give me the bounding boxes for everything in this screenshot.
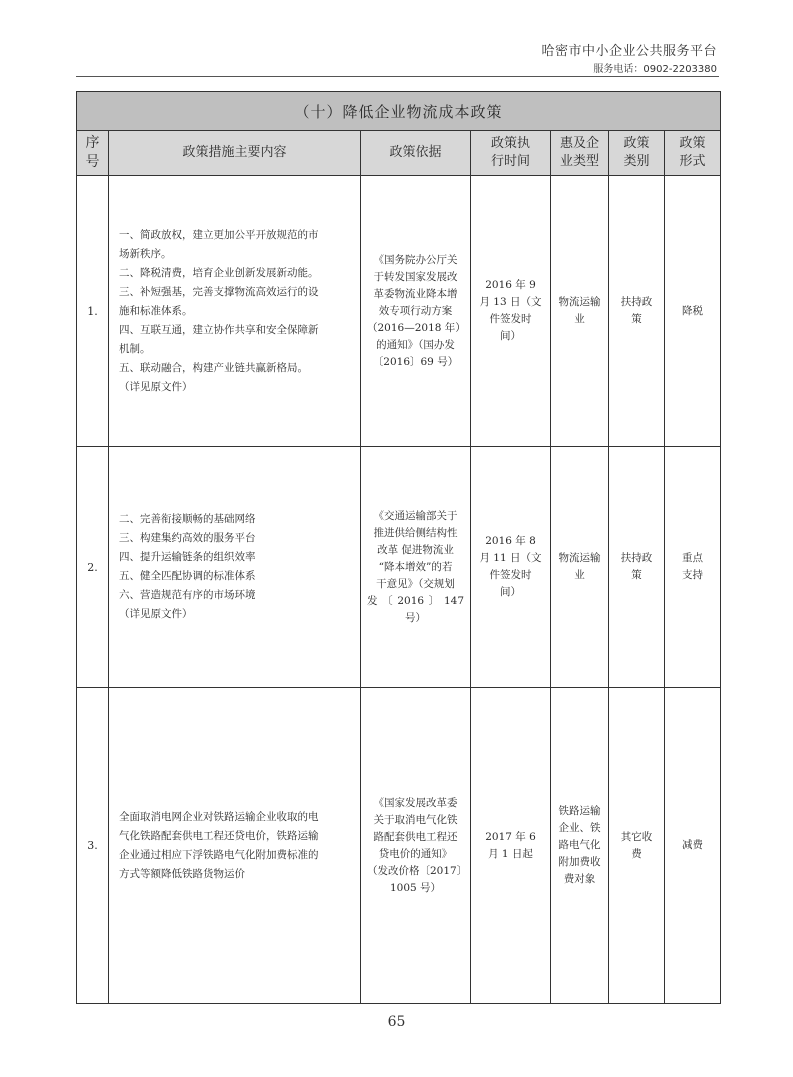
col-seq-header: 序 号 [77, 131, 109, 176]
row-beneficiary: 铁路运输 企业、铁 路电气化 附加费收 费对象 [551, 688, 609, 1004]
row-category: 扶持政 策 [609, 447, 665, 688]
page-number: 65 [387, 1014, 406, 1030]
row-category: 其它收 费 [609, 688, 665, 1004]
table-row [77, 176, 721, 447]
row-content: 全面取消电网企业对铁路运输企业收取的电 气化铁路配套供电工程还贷电价，铁路运输 企业通过相应下浮铁路电气化附加费标准的 方式等额降低铁路货物运价 [109, 688, 361, 1004]
table-row [77, 447, 721, 688]
col-category-header: 政策 类别 [609, 131, 665, 176]
row-time: 2017 年 6 月 1 日起 [471, 688, 551, 1004]
row-beneficiary: 物流运输 业 [551, 447, 609, 688]
row-seq: 3. [77, 688, 109, 1004]
service-phone: 服务电话：0902-2203380 [593, 64, 717, 75]
row-form: 降税 [665, 176, 721, 447]
table-row [77, 688, 721, 1004]
row-time: 2016 年 8 月 11 日（文 件签发时 间） [471, 447, 551, 688]
row-seq: 1. [77, 176, 109, 447]
row-form: 减费 [665, 688, 721, 1004]
row-time: 2016 年 9 月 13 日（文 件签发时 间） [471, 176, 551, 447]
col-content-header: 政策措施主要内容 [109, 131, 361, 176]
col-form-header: 政策 形式 [665, 131, 721, 176]
row-form: 重点 支持 [665, 447, 721, 688]
row-content: 一、简政放权，建立更加公平开放规范的市 场新秩序。 二、降税清费，培育企业创新发展新动能。 三、补短强基，完善支撑物流高效运行的设 施和标准体系。 四、互联互通，建立协作共享和安全保障新 机制。 五、联动融合，构建产业链共赢新格局。 （详见原文件） [109, 176, 361, 447]
row-category: 扶持政 策 [609, 176, 665, 447]
policy-table [76, 91, 721, 1004]
row-beneficiary: 物流运输 业 [551, 176, 609, 447]
col-time-header: 政策执 行时间 [471, 131, 551, 176]
row-seq: 2. [77, 447, 109, 688]
col-beneficiary-header: 惠及企 业类型 [551, 131, 609, 176]
row-content: 二、完善衔接顺畅的基础网络 三、构建集约高效的服务平台 四、提升运输链条的组织效率 五、健全匹配协调的标准体系 六、营造规范有序的市场环境 （详见原文件） [109, 447, 361, 688]
platform-title: 哈密市中小企业公共服务平台 [541, 44, 717, 59]
col-basis-header: 政策依据 [361, 131, 471, 176]
row-basis: 《交通运输部关于 推进供给侧结构性 改革 促进物流业 “降本增效”的若 干意见》（交规划 发〔2016〕147 号） [361, 447, 471, 688]
row-basis: 《国务院办公厅关 于转发国家发展改 革委物流业降本增 效专项行动方案 （2016—2018 年） 的通知》（国办发 〔2016〕69 号） [361, 176, 471, 447]
section-title: （十）降低企业物流成本政策 [77, 92, 721, 131]
row-basis: 《国家发展改革委 关于取消电气化铁 路配套供电工程还 贷电价的通知》 （发改价格〔2017〕 1005 号） [361, 688, 471, 1004]
header-divider [76, 76, 719, 77]
